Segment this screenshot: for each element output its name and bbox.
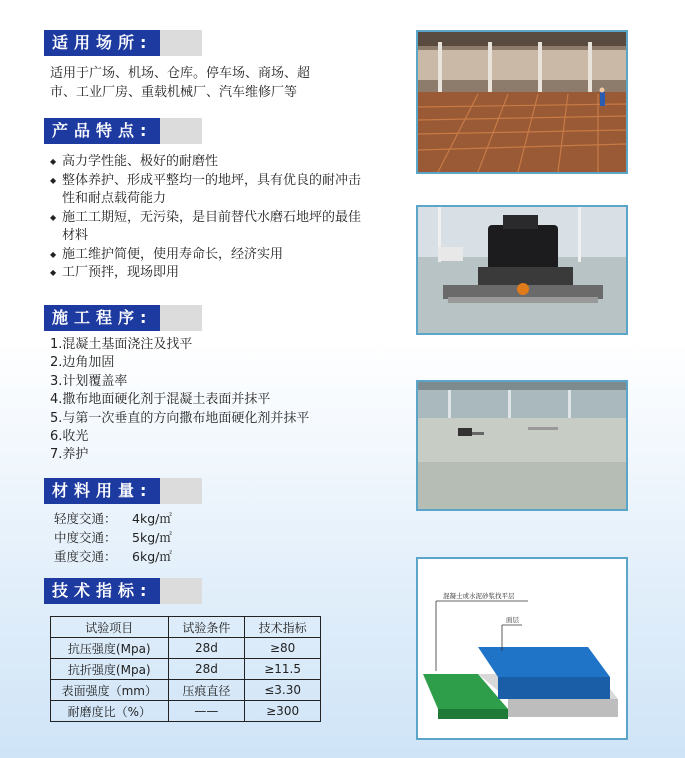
- material-row: [54, 547, 172, 566]
- header-tail: [160, 578, 202, 604]
- layer-diagram-image: [418, 559, 626, 738]
- diagram-label-surface: 面层: [506, 616, 519, 624]
- section-header-material: [44, 478, 202, 504]
- table-cell: ——: [168, 701, 245, 722]
- table-row: [51, 680, 321, 701]
- table-cell: 抗折强度(Mpa): [51, 659, 169, 680]
- photo-finished-floor: [416, 380, 628, 511]
- list-item: 6.收光: [50, 429, 89, 445]
- table-cell: 28d: [168, 659, 245, 680]
- header-tail: [160, 478, 202, 504]
- material-label: 重度交通：: [54, 549, 117, 564]
- spec-table: [50, 616, 321, 722]
- section-title: 适用场所:: [44, 30, 160, 56]
- section-header-procedure: [44, 305, 202, 331]
- table-row: [51, 638, 321, 659]
- list-item: ◆ 施工工期短，无污染，是目前替代水磨石地坪的最佳材料: [50, 209, 370, 246]
- list-item: ◆ 施工维护简便，使用寿命长，经济实用: [50, 246, 370, 265]
- table-row: [51, 659, 321, 680]
- table-cell: 抗压强度(Mpa): [51, 638, 169, 659]
- construction-site-image: [418, 32, 626, 172]
- usage-line: 适用于广场、机场、仓库。停车场、商场、超: [50, 66, 311, 81]
- table-cell: 耐磨度比（%）: [51, 701, 169, 722]
- features-list: [50, 153, 370, 283]
- section-title: 技术指标:: [44, 578, 160, 604]
- list-item: 2.边角加固: [50, 355, 115, 371]
- material-value: 6kg/㎡: [132, 549, 172, 564]
- list-item: 7.养护: [50, 447, 89, 463]
- list-item: 5.与第一次垂直的方向撒布地面硬化剂并抹平: [50, 410, 310, 426]
- material-value: 4kg/㎡: [132, 511, 172, 526]
- layer-diagram: [416, 557, 628, 740]
- table-cell: 表面强度（mm）: [51, 680, 169, 701]
- section-title: 材料用量:: [44, 478, 160, 504]
- photo-construction-site: [416, 30, 628, 174]
- list-item: 3.计划覆盖率: [50, 373, 128, 389]
- list-item: ◆ 工厂预拌，现场即用: [50, 264, 370, 283]
- material-label: 轻度交通：: [54, 511, 117, 526]
- table-cell: ≤3.30: [245, 680, 321, 701]
- header-tail: [160, 118, 202, 144]
- section-title: 施工程序:: [44, 305, 160, 331]
- table-cell: 压痕直径: [168, 680, 245, 701]
- table-header-cell: 试验条件: [168, 617, 245, 638]
- material-label: 中度交通：: [54, 530, 117, 545]
- table-cell: ≥300: [245, 701, 321, 722]
- header-tail: [160, 30, 202, 56]
- list-item: 1.混凝土基面浇注及找平: [50, 337, 193, 352]
- table-cell: ≥11.5: [245, 659, 321, 680]
- section-title: 产品特点:: [44, 118, 160, 144]
- finished-floor-image: [418, 382, 626, 509]
- usage-text: [50, 64, 310, 102]
- table-header-cell: 技术指标: [245, 617, 321, 638]
- material-row: [54, 509, 172, 528]
- list-item: ◆ 高力学性能、极好的耐磨性: [50, 153, 370, 172]
- material-value: 5kg/㎡: [132, 530, 172, 545]
- table-cell: 28d: [168, 638, 245, 659]
- table-cell: ≥80: [245, 638, 321, 659]
- material-row: [54, 528, 172, 547]
- photo-power-trowel: [416, 205, 628, 335]
- section-header-features: [44, 118, 202, 144]
- list-item: 4.撒布地面硬化剂于混凝土表面并抹平: [50, 392, 271, 408]
- section-header-spec: [44, 578, 202, 604]
- section-header-usage: [44, 30, 202, 56]
- power-trowel-image: [418, 207, 626, 333]
- header-tail: [160, 305, 202, 331]
- table-row: [51, 701, 321, 722]
- usage-line: 市、工业厂房、重载机械厂、汽车维修厂等: [50, 85, 298, 100]
- diagram-label-base: 混凝土或水泥砂浆找平层: [443, 592, 515, 600]
- list-item: ◆ 整体养护、形成平整均一的地坪，具有优良的耐冲击性和耐点载荷能力: [50, 172, 370, 209]
- procedure-steps: [50, 336, 309, 465]
- table-header-row: [51, 617, 321, 638]
- table-header-cell: 试验项目: [51, 617, 169, 638]
- material-usage: [54, 509, 172, 566]
